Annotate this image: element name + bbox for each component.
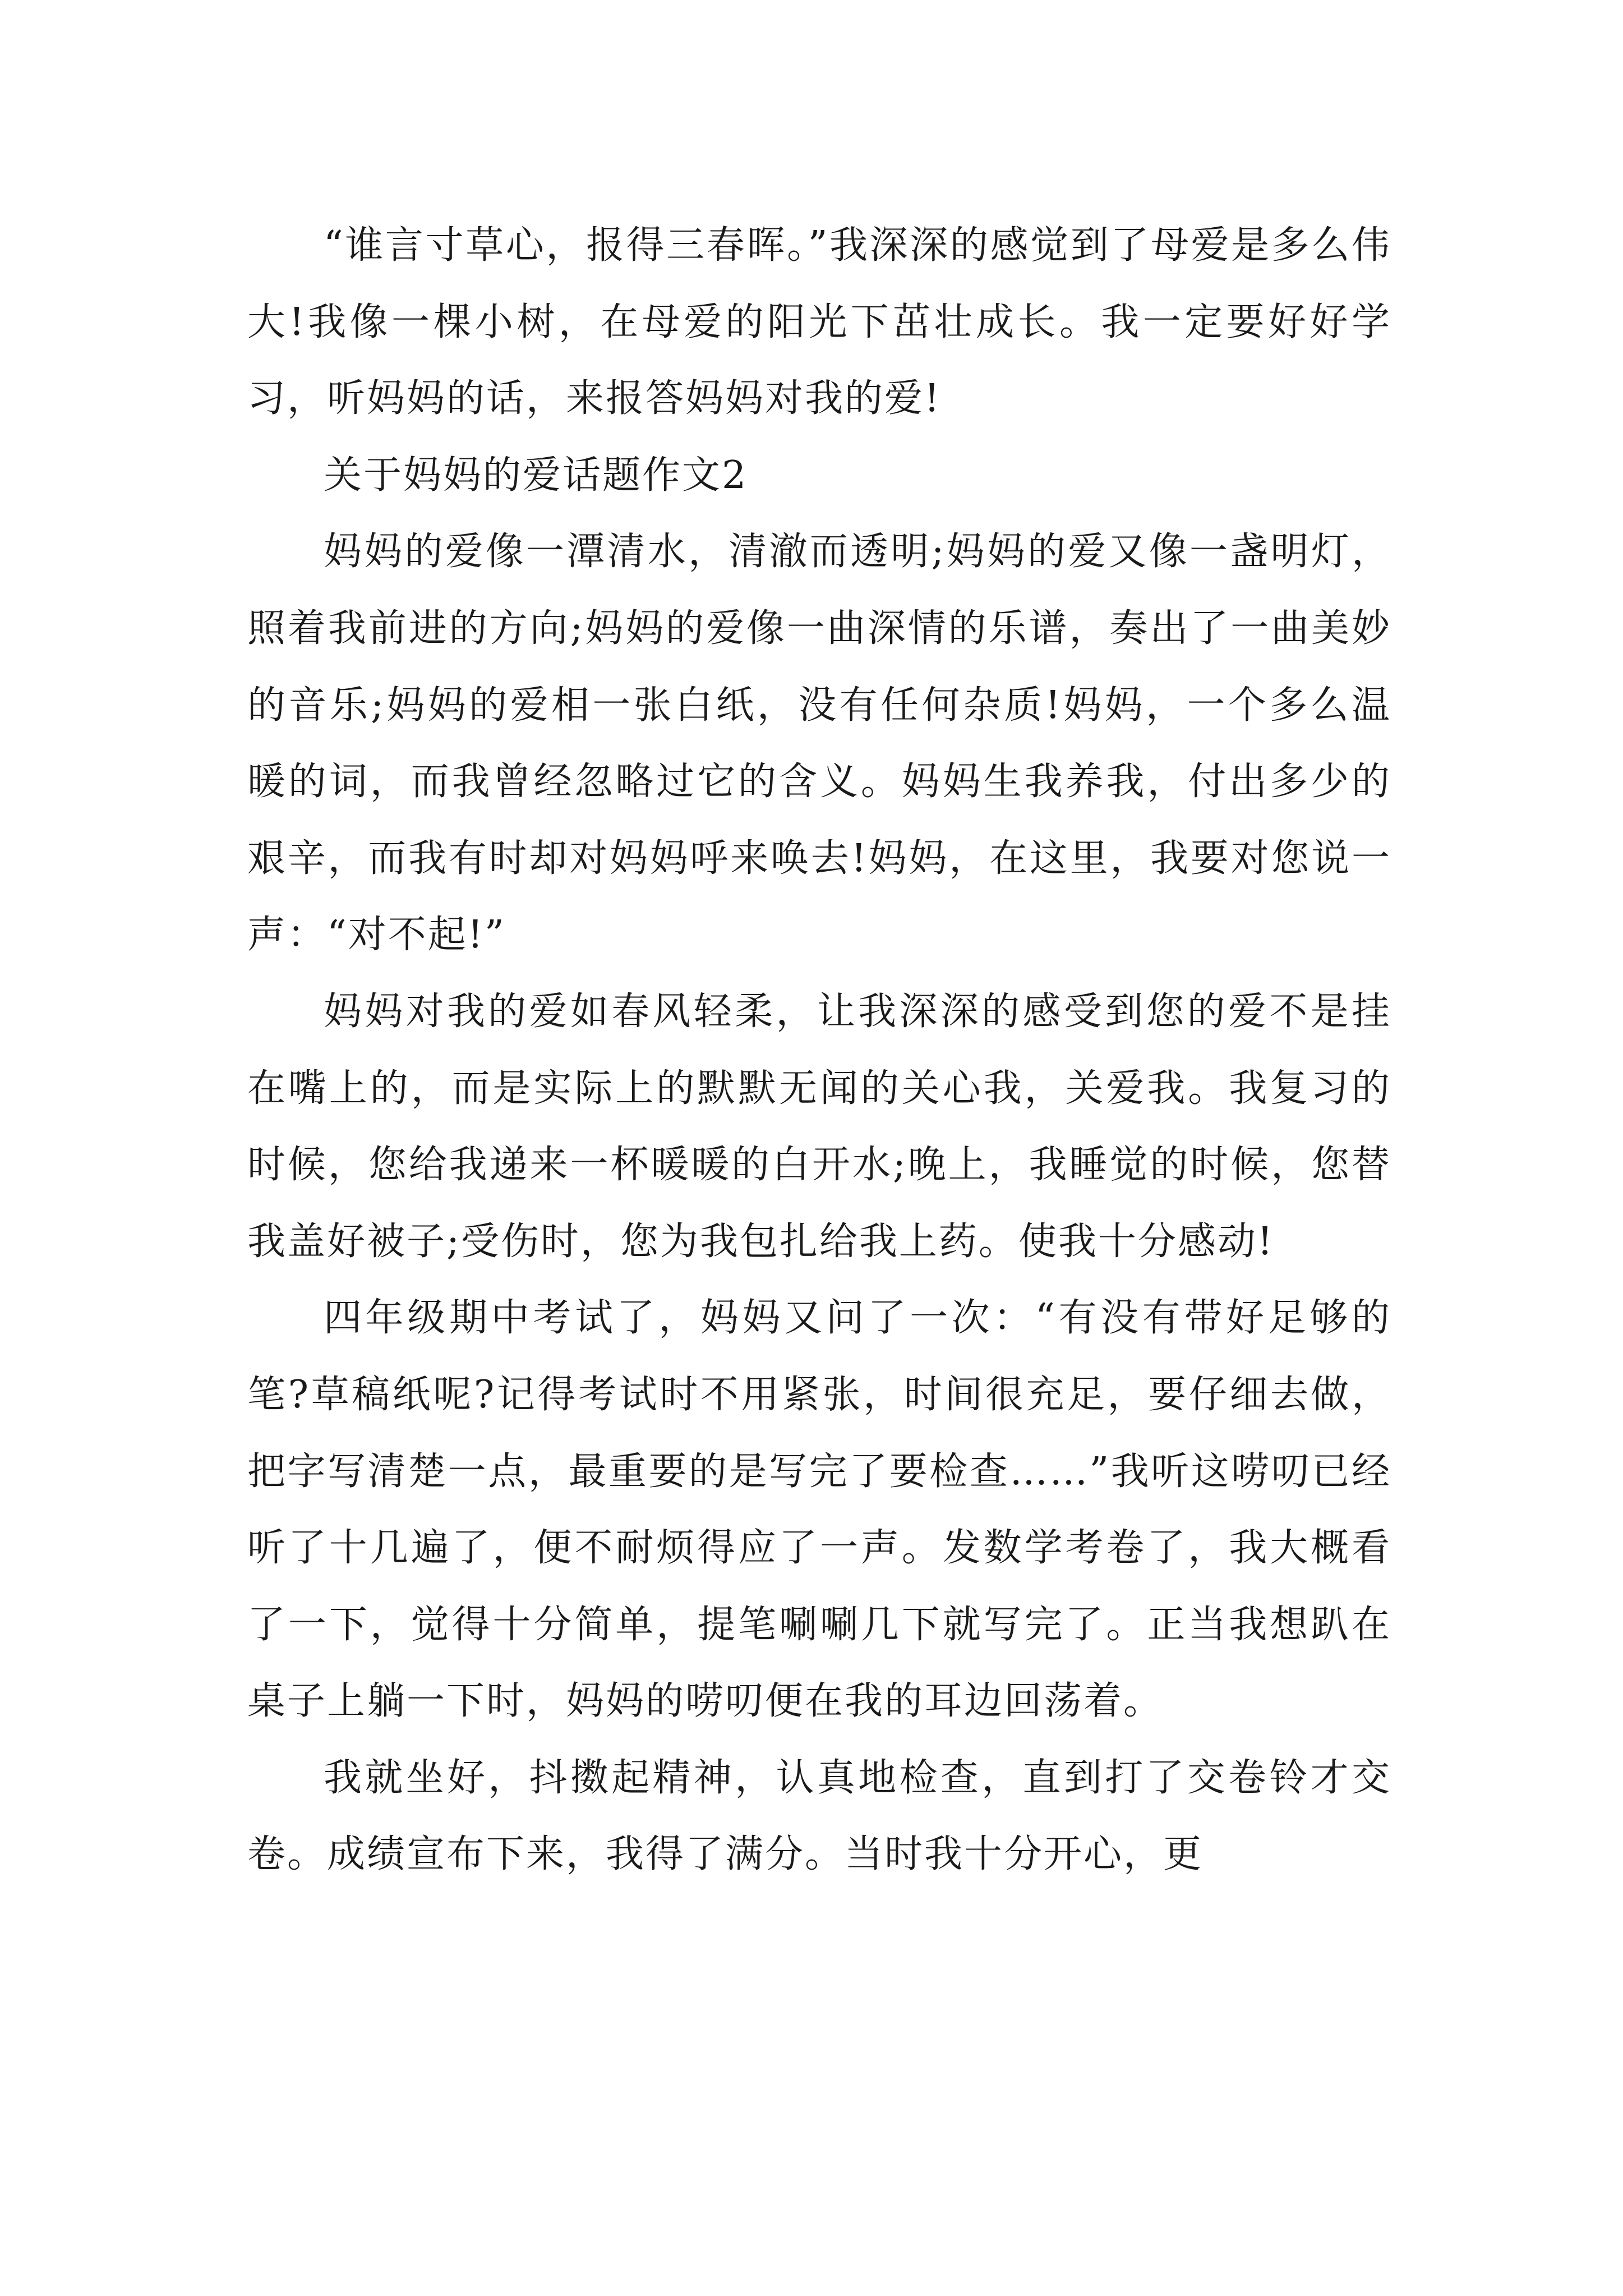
document-body [247, 208, 1391, 1893]
essay-heading-2: 关于妈妈的爱话题作文2 [324, 453, 748, 498]
paragraph-midterm-exam: 四年级期中考试了，妈妈又问了一次：“有没有带好足够的笔?草稿纸呢?记得考试时不用紧张，时间很充足，要仔细去做，把字写清楚一点，最重要的是写完了要检查……”我听这唠叨已经听了十几遍了，便不耐烦得应了一声。发数学考卷了，我大概看了一下，觉得十分简单，提笔唰唰几下就写完了。正当我想趴在桌子上躺一下时，妈妈的唠叨便在我的耳边回荡着。 [247, 1296, 1391, 1724]
paragraph-mother-love-closing: “谁言寸草心，报得三春晖。”我深深的感觉到了母爱是多么伟大!我像一棵小树，在母爱的阳光下茁壮成长。我一定要好好学习，听妈妈的话，来报答妈妈对我的爱! [247, 223, 1391, 421]
paragraph-mother-love-metaphors: 妈妈的爱像一潭清水，清澈而透明;妈妈的爱又像一盏明灯，照着我前进的方向;妈妈的爱像一曲深情的乐谱，奏出了一曲美妙的音乐;妈妈的爱相一张白纸，没有任何杂质!妈妈，一个多么温暖的词，而我曾经忽略过它的含义。妈妈生我养我，付出多少的艰辛，而我有时却对妈妈呼来唤去!妈妈，在这里，我要对您说一声：“对不起!” [247, 530, 1391, 958]
paragraph-spring-breeze: 妈妈对我的爱如春风轻柔，让我深深的感受到您的爱不是挂在嘴上的，而是实际上的默默无闻的关心我，关爱我。我复习的时候，您给我递来一杯暖暖的白开水;晚上，我睡觉的时候，您替我盖好被子;受伤时，您为我包扎给我上药。使我十分感动! [247, 989, 1391, 1264]
paragraph-check-exam: 我就坐好，抖擞起精神，认真地检查，直到打了交卷铃才交卷。成绩宣布下来，我得了满分。当时我十分开心，更 [247, 1755, 1391, 1877]
